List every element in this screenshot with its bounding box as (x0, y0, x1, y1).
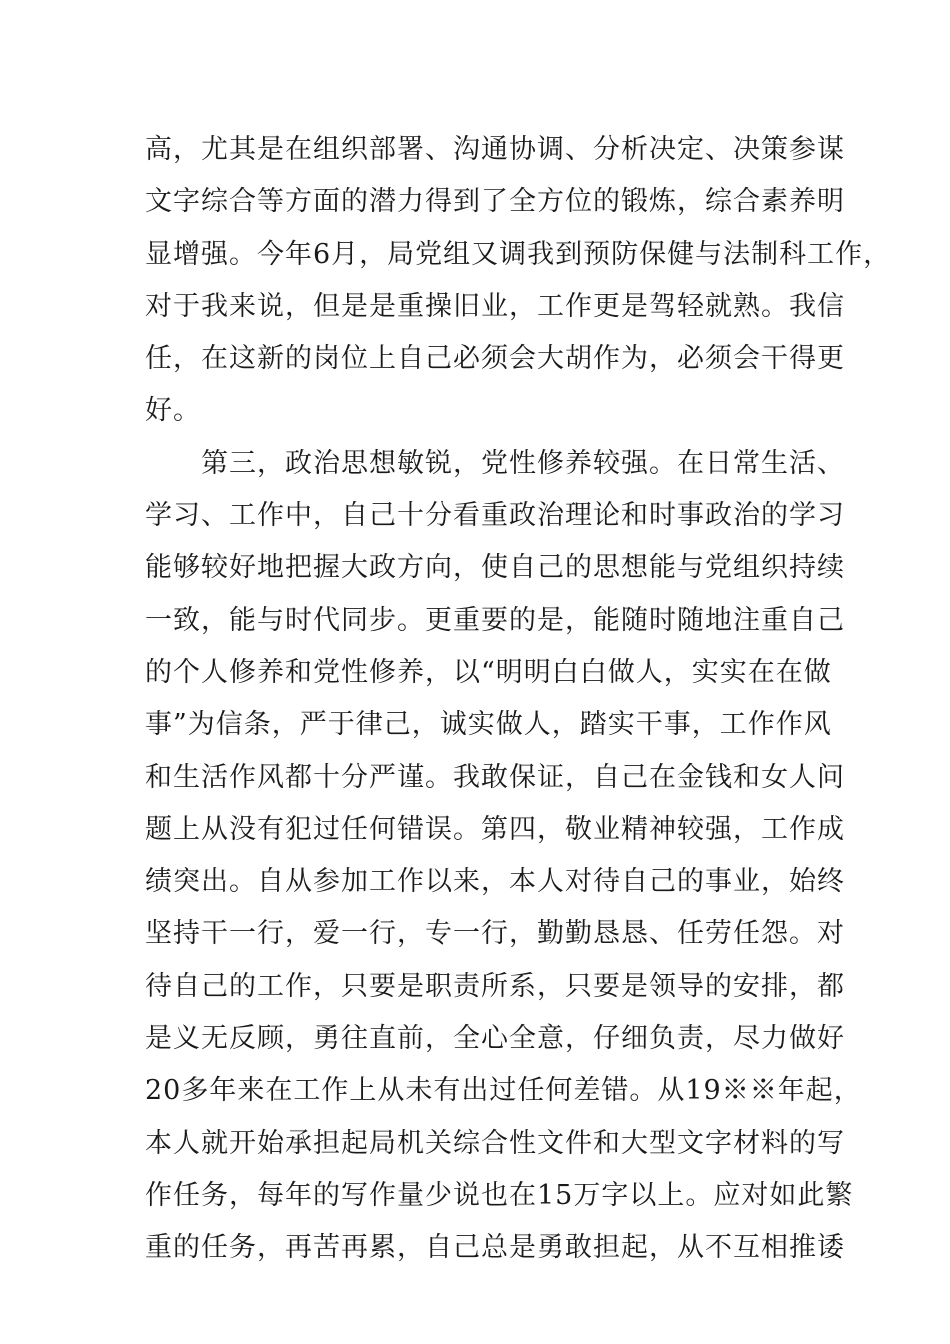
text-line: 学习、工作中，自己十分看重政治理论和时事政治的学习 (145, 500, 845, 532)
text-line: 待自己的工作，只要是职责所系，只要是领导的安排，都 (145, 970, 845, 1002)
text-line: 事”为信条，严于律己，诚实做人，踏实干事，工作作风 (145, 709, 832, 741)
text-line: 坚持干一行，爱一行，专一行，勤勤恳恳、任劳任怨。对 (145, 918, 845, 950)
text-line: 20多年来在工作上从未有出过任何差错。从19※※年起， (145, 1075, 862, 1107)
text-line: 好。 (145, 395, 201, 427)
text-line: 绩突出。自从参加工作以来，本人对待自己的事业，始终 (145, 866, 845, 898)
text-line: 一致，能与时代同步。更重要的是，能随时随地注重自己 (145, 604, 845, 636)
text-line: 任，在这新的岗位上自己必须会大胡作为，必须会干得更 (145, 343, 845, 375)
text-line: 是义无反顾，勇往直前，全心全意，仔细负责，尽力做好 (145, 1023, 845, 1055)
text-line: 对于我来说，但是是重操旧业，工作更是驾轻就熟。我信 (145, 290, 845, 322)
text-line: 的个人修养和党性修养，以“明明白白做人，实实在在做 (145, 656, 832, 688)
paragraph-start-line: 第三，政治思想敏锐，党性修养较强。在日常生活、 (145, 447, 845, 479)
text-line: 文字综合等方面的潜力得到了全方位的锻炼，综合素养明 (145, 186, 845, 218)
text-line: 高，尤其是在组织部署、沟通协调、分析决定、决策参谋 (145, 134, 845, 165)
text-line: 和生活作风都十分严谨。我敢保证，自己在金钱和女人问 (145, 761, 845, 793)
body-text (145, 124, 892, 1275)
text-line: 重的任务，再苦再累，自己总是勇敢担起，从不互相推诿 (145, 1232, 845, 1264)
text-line: 显增强。今年6月，局党组又调我到预防保健与法制科工作， (145, 238, 892, 270)
text-line: 作任务，每年的写作量少说也在15万字以上。应对如此繁 (145, 1179, 854, 1211)
text-line: 题上从没有犯过任何错误。第四，敬业精神较强，工作成 (145, 813, 845, 845)
text-line: 能够较好地把握大政方向，使自己的思想能与党组织持续 (145, 552, 845, 584)
text-line: 本人就开始承担起局机关综合性文件和大型文字材料的写 (145, 1127, 845, 1159)
